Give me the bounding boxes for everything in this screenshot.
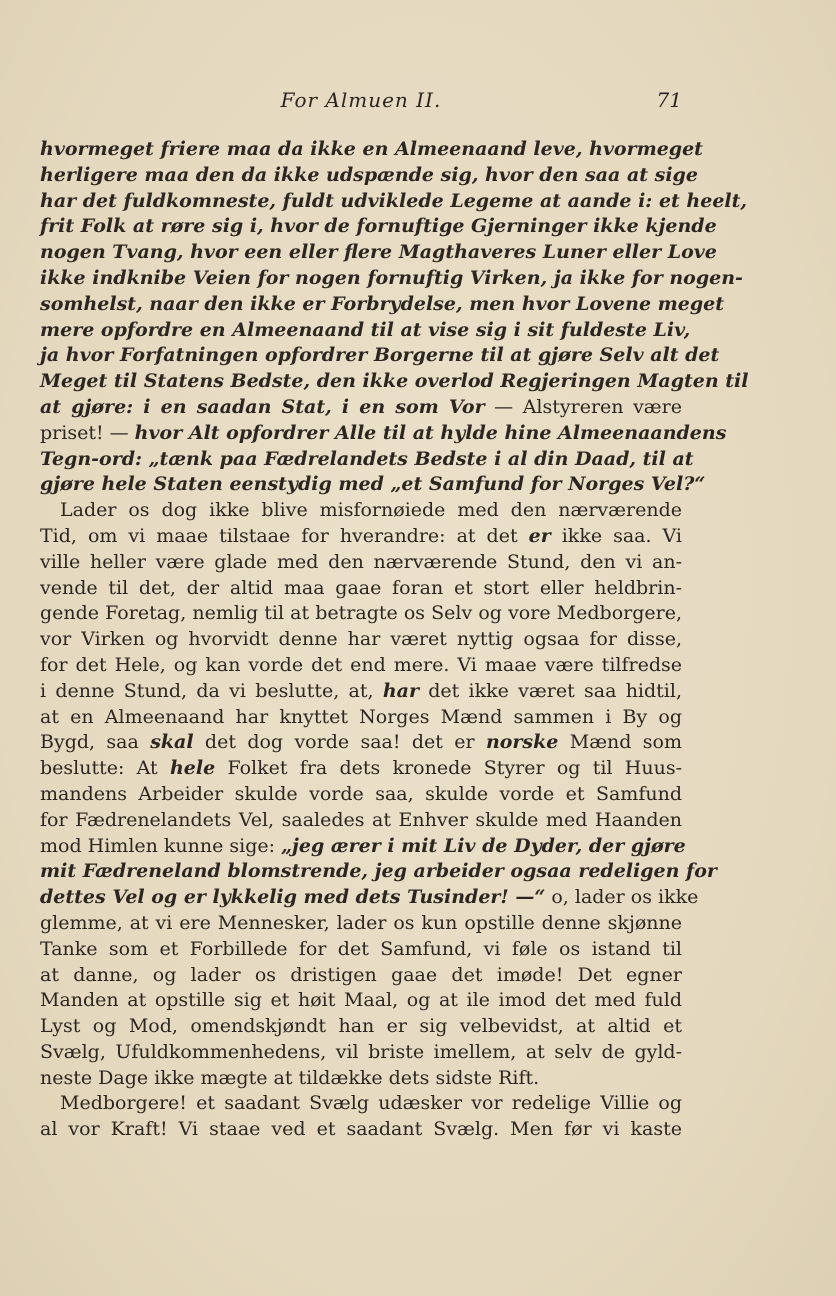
italic-text-segment: Meget til Statens Bedste, den ikke overlod Regjeringen Magten til xyxy=(40,370,749,393)
text-segment: for Fædrenelandets Vel, saaledes at Enhver skulde med Haanden xyxy=(40,808,682,831)
text-line xyxy=(40,292,724,318)
text-segment: Svælg, Ufuldkommenhedens, vil briste imellem, at selv de gyld- xyxy=(40,1040,682,1063)
italic-text-segment: hvor Alt opfordrer Alle til at hylde hine Almeenaandens xyxy=(134,421,727,444)
text-segment: Medborgere! et saadant Svælg udæsker vor redelige Villie og xyxy=(60,1092,682,1115)
text-line xyxy=(40,318,691,344)
italic-text-segment: mere opfordre en Almeenaand til at vise sig i sit fuldeste Liv, xyxy=(40,318,691,341)
italic-text-segment: Tegn-ord: „tænk paa Fædrelandets Bedste i al din Daad, til at xyxy=(40,447,694,470)
italic-text-segment: mit Fædreneland blomstrende, jeg arbeider ogsaa redeligen for xyxy=(40,860,717,883)
text-line xyxy=(40,421,727,447)
text-segment: det dog vorde saa! det er xyxy=(193,731,486,754)
italic-text-segment: hvormeget friere maa da ikke en Almeenaand leve, hvormeget xyxy=(40,138,703,160)
text-segment: neste Dage ikke mægte at tildække dets sidste Rift. xyxy=(40,1066,540,1089)
text-segment: Manden at opstille sig et høit Maal, og at ile imod det med fuld xyxy=(40,989,682,1012)
text-line xyxy=(40,240,717,266)
text-segment: vor Virken og hvorvidt denne har været nyttig ogsaa for disse, xyxy=(40,628,682,651)
text-line xyxy=(40,137,703,163)
text-line xyxy=(40,730,682,756)
text-line xyxy=(40,524,682,550)
text-line xyxy=(40,808,682,834)
italic-text-segment: skal xyxy=(150,731,194,754)
text-line xyxy=(40,189,748,215)
text-segment: Tanke som et Forbillede for det Samfund, vi føle os istand til xyxy=(40,937,682,960)
text-line xyxy=(40,498,682,524)
text-line xyxy=(40,911,682,937)
italic-text-segment: hele xyxy=(169,757,216,780)
text-segment: al vor Kraft! Vi staae ved et saadant Svælg. Men før vi kaste xyxy=(40,1118,682,1141)
text-line xyxy=(40,395,682,421)
text-line xyxy=(40,601,682,627)
italic-text-segment: at gjøre: i en saadan Stat, i en som Vor xyxy=(40,395,485,418)
text-line xyxy=(40,988,682,1014)
text-line xyxy=(40,756,682,782)
text-segment: Bygd, saa xyxy=(40,731,151,754)
italic-text-segment: nogen Tvang, hvor een eller flere Magthaveres Luner eller Love xyxy=(40,241,717,264)
text-segment: Tid, om vi maae tilstaae for hverandre: at det xyxy=(40,524,529,547)
italic-text-segment: har det fuldkomneste, fuldt udviklede Legeme at aande i: et heelt, xyxy=(40,189,748,212)
italic-text-segment: er xyxy=(528,524,551,547)
text-segment: at danne, og lader os dristigen gaae det imøde! Det egner xyxy=(40,963,682,986)
italic-text-segment: ja hvor Forfatningen opfordrer Borgerne til at gjøre Selv alt det xyxy=(40,344,720,367)
text-line xyxy=(40,369,749,395)
text-line xyxy=(40,1066,682,1092)
text-line xyxy=(40,653,682,679)
text-line xyxy=(40,472,706,498)
text-line xyxy=(40,937,682,963)
italic-text-segment: ikke indknibe Veien for nogen fornuftig Virken, ja ikke for nogen- xyxy=(40,266,743,289)
italic-text-segment: herligere maa den da ikke udspænde sig, hvor den saa at sige xyxy=(40,163,698,186)
text-segment: for det Hele, og kan vorde det end mere. Vi maae være tilfredse xyxy=(40,653,682,676)
text-line xyxy=(40,447,694,473)
text-line xyxy=(40,859,717,885)
text-line xyxy=(40,1040,682,1066)
running-head: For Almuen II. xyxy=(280,88,442,112)
text-segment: Lader os dog ikke blive misfornøiede med den nærværende xyxy=(60,499,682,522)
text-line xyxy=(40,266,743,292)
text-segment: Lyst og Mod, omendskjøndt han er sig velbevidst, at altid et xyxy=(40,1015,682,1038)
text-segment: priset! — xyxy=(40,421,135,444)
text-segment: — Alstyreren være xyxy=(484,395,682,418)
text-segment: o, lader os ikke xyxy=(545,886,699,909)
text-segment: ikke saa. Vi xyxy=(550,524,683,547)
italic-text-segment: „jeg ærer i mit Liv de Dyder, der gjøre xyxy=(281,834,686,857)
text-line xyxy=(40,214,717,240)
italic-text-segment: har xyxy=(382,679,419,702)
text-segment: glemme, at vi ere Mennesker, lader os kun opstille denne skjønne xyxy=(40,911,682,934)
text-line xyxy=(40,885,699,911)
text-line xyxy=(40,834,686,860)
text-segment: Folket fra dets kronede Styrer og til Huus- xyxy=(215,757,682,780)
text-segment: Mænd som xyxy=(558,731,683,754)
text-segment: vende til det, der altid maa gaae foran et stort eller heldbrin- xyxy=(40,576,682,599)
page-number: 71 xyxy=(656,88,682,112)
body-text xyxy=(40,137,749,1143)
text-segment: mod Himlen kunne sige: xyxy=(40,834,282,857)
text-line xyxy=(40,1117,682,1143)
italic-text-segment: dettes Vel og er lykkelig med dets Tusinder! —“ xyxy=(40,886,546,909)
text-segment: at en Almeenaand har knyttet Norges Mænd sammen i By og xyxy=(40,705,682,728)
text-line xyxy=(40,343,720,369)
page-header xyxy=(40,88,682,118)
text-line xyxy=(40,576,682,602)
text-line xyxy=(40,1014,682,1040)
text-line xyxy=(40,1091,682,1117)
text-line xyxy=(40,163,698,189)
text-segment: beslutte: At xyxy=(40,757,170,780)
italic-text-segment: norske xyxy=(485,731,559,754)
text-line xyxy=(40,782,682,808)
text-line xyxy=(40,679,682,705)
text-line xyxy=(40,705,682,731)
text-line xyxy=(40,627,682,653)
text-segment: i denne Stund, da vi beslutte, at, xyxy=(40,679,383,702)
text-line xyxy=(40,550,682,576)
italic-text-segment: frit Folk at røre sig i, hvor de fornuftige Gjerninger ikke kjende xyxy=(40,215,717,238)
text-line xyxy=(40,963,682,989)
text-segment: det ikke været saa hidtil, xyxy=(418,679,682,702)
text-segment: ville heller være glade med den nærværende Stund, den vi an- xyxy=(40,550,682,573)
italic-text-segment: somhelst, naar den ikke er Forbrydelse, men hvor Lovene meget xyxy=(40,292,724,315)
italic-text-segment: gjøre hele Staten eenstydig med „et Samfund for Norges Vel?“ xyxy=(40,473,706,496)
text-segment: mandens Arbeider skulde vorde saa, skulde vorde et Samfund xyxy=(40,782,682,805)
text-segment: gende Foretag, nemlig til at betragte os Selv og vore Medborgere, xyxy=(40,602,682,625)
